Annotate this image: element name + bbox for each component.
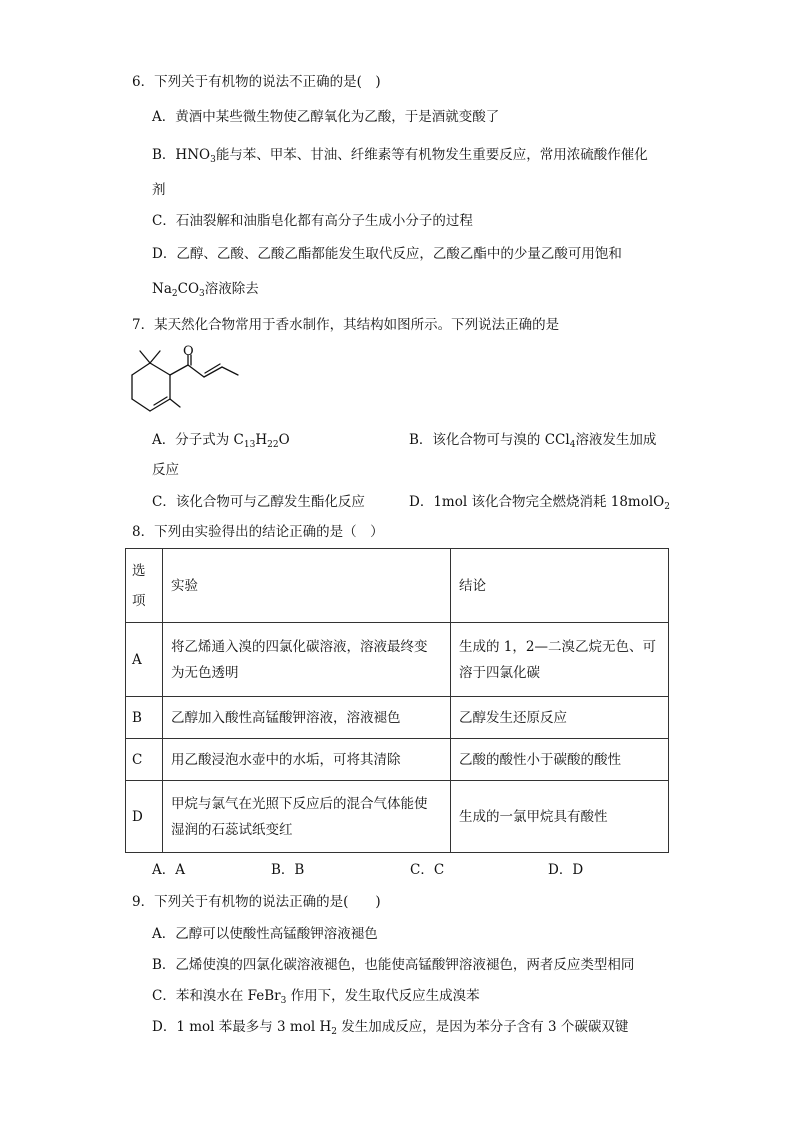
header-conclusion: 结论 xyxy=(451,549,669,623)
row-experiment: 将乙烯通入溴的四氯化碳溶液，溶液最终变 为无色透明 xyxy=(163,623,451,697)
q9-option-c: C．苯和溴水在 FeBr$_3$ 作用下，发生取代反应生成溴苯 xyxy=(152,988,480,1006)
carbonyl-oxygen-label: O xyxy=(183,344,194,359)
q6-option-c: C．石油裂解和油脂皂化都有高分子生成小分子的过程 xyxy=(152,213,473,229)
q6-stem: 6．下列关于有机物的说法不正确的是( ) xyxy=(132,74,381,90)
q7-option-c: C．该化合物可与乙醇发生酯化反应 xyxy=(152,494,365,510)
q8-choice-b: B．B xyxy=(271,862,305,878)
row-option: C xyxy=(126,739,163,781)
header-option: 选 项 xyxy=(126,549,163,623)
table-row xyxy=(126,697,669,739)
row-experiment: 乙醇加入酸性高锰酸钾溶液，溶液褪色 xyxy=(163,697,451,739)
row-conclusion: 生成的 1，2—二溴乙烷无色、可 溶于四氯化碳 xyxy=(451,623,669,697)
q8-choice-c: C．C xyxy=(410,862,445,878)
q6-option-d: D．乙醇、乙酸、乙酸乙酯都能发生取代反应，乙酸乙酯中的少量乙酸可用饱和 xyxy=(152,246,622,262)
table-row xyxy=(126,623,669,697)
table-row xyxy=(126,781,669,853)
q9-stem: 9．下列关于有机物的说法正确的是( ) xyxy=(132,894,381,910)
row-option: D xyxy=(126,781,163,853)
q8-choice-a: A．A xyxy=(152,862,185,878)
row-option: A xyxy=(126,623,163,697)
q7-option-b-continued: 反应 xyxy=(152,462,179,478)
q7-option-b: B．该化合物可与溴的 CCl$_4$溶液发生加成 xyxy=(409,432,657,450)
chemical-structure-diagram xyxy=(128,343,248,423)
q8-choice-d: D．D xyxy=(548,862,584,878)
table-row xyxy=(126,739,669,781)
q9-option-a: A．乙醇可以使酸性高锰酸钾溶液褪色 xyxy=(152,926,378,942)
row-experiment: 用乙酸浸泡水壶中的水垢，可将其清除 xyxy=(163,739,451,781)
row-conclusion: 乙酸的酸性小于碳酸的酸性 xyxy=(451,739,669,781)
q6-option-b-continued: 剂 xyxy=(152,182,166,198)
experiment-table xyxy=(125,548,669,853)
q6-option-a: A．黄酒中某些微生物使乙醇氧化为乙酸，于是酒就变酸了 xyxy=(152,109,500,125)
row-option: B xyxy=(126,697,163,739)
q6-option-b: B．$HNO_3$能与苯、甲苯、甘油、纤维素等有机物发生重要反应，常用浓硫酸作催化 xyxy=(152,147,648,165)
table-header-row xyxy=(126,549,669,623)
q7-option-d: D．1mol 该化合物完全燃烧消耗 18molO$_2$ xyxy=(409,494,670,512)
q7-stem: 7．某天然化合物常用于香水制作，其结构如图所示。下列说法正确的是 xyxy=(132,317,560,333)
row-experiment: 甲烷与氯气在光照下反应后的混合气体能使 湿润的石蕊试纸变红 xyxy=(163,781,451,853)
q8-stem: 8．下列由实验得出的结论正确的是（ ） xyxy=(132,524,384,540)
header-experiment: 实验 xyxy=(163,549,451,623)
q9-option-b: B．乙烯使溴的四氯化碳溶液褪色，也能使高锰酸钾溶液褪色，两者反应类型相同 xyxy=(152,957,635,973)
q6-option-d-continued: $Na_2CO_3$溶液除去 xyxy=(152,281,259,299)
row-conclusion: 乙醇发生还原反应 xyxy=(451,697,669,739)
q7-option-a: A．分子式为 $C_{13}H_{22}O$ xyxy=(152,432,290,450)
row-conclusion: 生成的一氯甲烷具有酸性 xyxy=(451,781,669,853)
q9-option-d: D．1 mol 苯最多与 3 mol $H_2$ 发生加成反应，是因为苯分子含有 3 个碳碳双键 xyxy=(152,1019,629,1037)
